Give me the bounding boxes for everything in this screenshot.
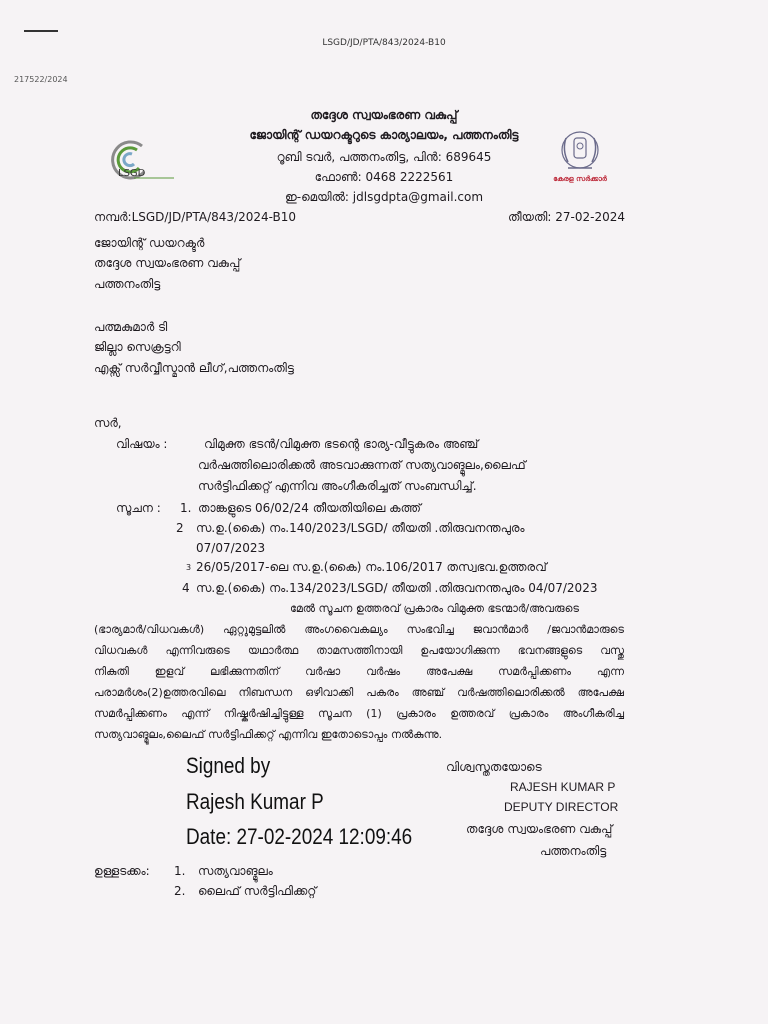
- inward-number: 217522/2024: [14, 75, 68, 84]
- salutation: സർ,: [94, 416, 122, 430]
- reference-text: സ.ഉ.(കൈ) നം.134/2023/LSGD/ തീയതി .തിരുവനന്തപുരം 04/07/2023: [196, 581, 598, 595]
- subject-line: വർഷത്തിലൊരിക്കൽ അടവാക്കുന്നത് സത്യവാങ്മൂലം,ലൈഫ്: [198, 458, 526, 472]
- closing-department: തദ്ദേശ സ്വയംഭരണ വകുപ്പ്: [466, 822, 613, 836]
- closing-name: RAJESH KUMAR P: [510, 780, 616, 794]
- reference-number: 2: [176, 521, 184, 535]
- emblem-label: കേരള സർക്കാർ: [553, 175, 607, 183]
- body-line: വിധവകൾ എന്നിവരുടെ യഥാർത്ഥ താമസത്തിനായി ഉപയോഗിക്കുന്ന ഭവനങ്ങളുടെ വസ്തു: [94, 644, 624, 657]
- body-line: സമർപ്പിക്കണം എന്ന് നിഷ്കർഷിച്ചിട്ടുള്ള സൂചന (1) പ്രകാരം ഉത്തരവ് പ്രകാരം അംഗീകരിച്ച: [94, 707, 624, 720]
- closing-regards: വിശ്വസ്തതയോടെ: [446, 760, 542, 774]
- office-phone: ഫോൺ: 0468 2222561: [314, 170, 454, 184]
- office-heading: ജോയിന്റ് ഡയറക്ടറുടെ കാര്യാലയം, പത്തനംതിട്ട: [249, 128, 519, 142]
- body-line: പരാമർശം(2)ഉത്തരവിലെ നിബന്ധന ഒഴിവാക്കി പകരം അഞ്ച് വർഷത്തിലൊരിക്കൽ അപേക്ഷ: [94, 686, 624, 699]
- letter-date: തീയതി: 27-02-2024: [508, 210, 626, 224]
- office-address: റൂബി ടവർ, പത്തനംതിട്ട, പിൻ: 689645: [276, 150, 492, 164]
- department-heading: തദ്ദേശ സ്വയംഭരണ വകുപ്പ്: [310, 108, 458, 122]
- body-line: നികുതി ഇളവ് ലഭിക്കുന്നതിന് വർഷാ വർഷം അപേക്ഷ സമർപ്പിക്കണം എന്ന: [94, 665, 624, 678]
- svg-text:LSGD: LSGD: [118, 168, 146, 179]
- subject-line: വിമുക്ത ഭടൻ/വിമുക്ത ഭടന്റെ ഭാര്യ-വീട്ടുകരം അഞ്ച്: [204, 437, 479, 451]
- from-line: ജോയിന്റ് ഡയറക്ടർ: [94, 236, 205, 250]
- reference-text: സ.ഉ.(കൈ) നം.140/2023/LSGD/ തീയതി .തിരുവനന്തപുരം: [196, 521, 525, 535]
- closing-place: പത്തനംതിട്ട: [540, 844, 607, 858]
- signer-name: Rajesh Kumar P: [186, 789, 324, 814]
- enclosure-number: 1.: [174, 864, 186, 878]
- signed-by-line: Signed by: [186, 753, 271, 778]
- pen-mark: [24, 30, 58, 32]
- closing-designation: DEPUTY DIRECTOR: [504, 800, 619, 814]
- enclosure-item: സത്യവാങ്മൂലം: [198, 864, 273, 878]
- to-line: ജില്ലാ സെക്രട്ടറി: [94, 340, 181, 354]
- to-line: പത്മകുമാർ ടി: [94, 320, 168, 334]
- reference-label: സൂചന :: [116, 501, 161, 515]
- top-reference: LSGD/JD/PTA/843/2024-B10: [322, 38, 446, 48]
- signature-date: Date: 27-02-2024 12:09:46: [186, 824, 413, 849]
- office-email: ഇ-മെയിൽ: jdlsgdpta@gmail.com: [284, 190, 484, 204]
- body-line: (ഭാര്യമാർ/വിധവകൾ) ഏറ്റുമുട്ടലിൽ അംഗവൈകല്യം സംഭവിച്ച ജവാൻമാർ /ജവാൻമാരുടെ: [94, 623, 624, 636]
- from-line: തദ്ദേശ സ്വയംഭരണ വകുപ്പ്: [94, 256, 241, 270]
- subject-label: വിഷയം :: [116, 437, 168, 451]
- lsgd-logo-icon: [98, 132, 178, 192]
- to-line: എക്സ് സർവ്വീസ്മാൻ ലീഗ്,പത്തനംതിട്ട: [94, 361, 294, 375]
- enclosure-label: ഉള്ളടക്കം:: [94, 864, 150, 878]
- letter-number: നമ്പർ:LSGD/JD/PTA/843/2024-B10: [94, 210, 297, 224]
- subject-line: സർട്ടിഫിക്കറ്റ് എന്നിവ അംഗീകരിച്ചത് സംബന്ധിച്ച്.: [198, 479, 477, 493]
- body-line: സത്യവാങ്മൂലം,ലൈഫ് സർട്ടിഫിക്കറ്റ് എന്നിവ ഇതോടൊപ്പം നൽകുന്നു.: [94, 728, 443, 741]
- enclosure-item: ലൈഫ് സർട്ടിഫിക്കറ്റ്: [198, 884, 317, 898]
- reference-text: 07/07/2023: [196, 541, 266, 555]
- reference-number: 1.: [180, 501, 192, 515]
- reference-number: 4: [182, 581, 190, 595]
- enclosure-number: 2.: [174, 884, 186, 898]
- reference-text: താങ്കളുടെ 06/02/24 തീയതിയിലെ കത്ത്: [198, 501, 421, 515]
- reference-number: 3: [186, 563, 192, 572]
- from-line: പത്തനംതിട്ട: [94, 277, 161, 291]
- reference-text: 26/05/2017-ലെ സ.ഉ.(കൈ) നം.106/2017 തസ്വഭവ.ഉത്തരവ്: [196, 560, 547, 574]
- body-line: മേൽ സൂചന ഉത്തരവ് പ്രകാരം വിമുക്ത ഭടന്മാർ/അവരുടെ: [290, 602, 579, 615]
